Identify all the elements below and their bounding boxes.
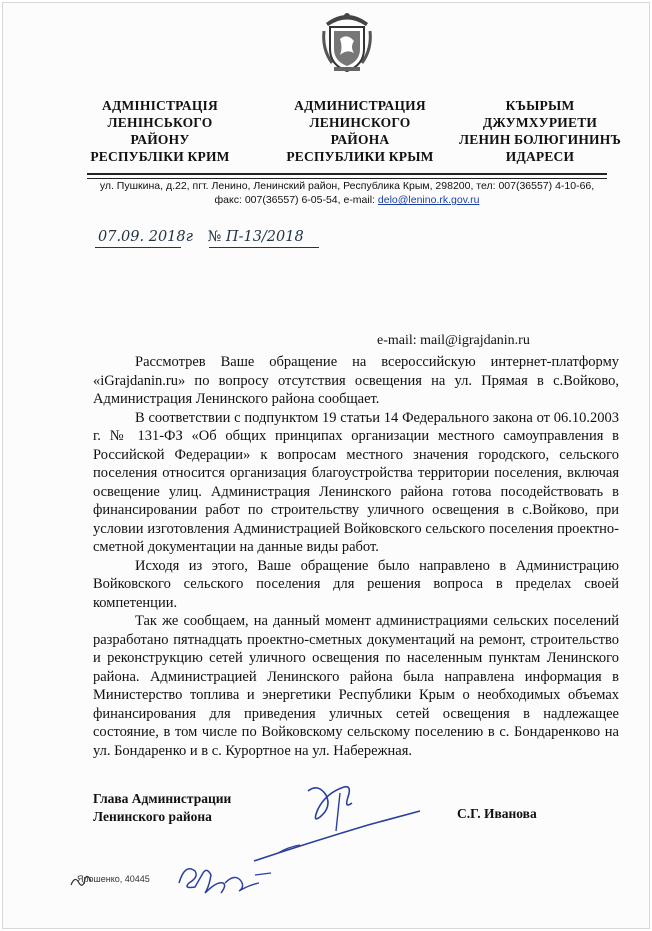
outgoing-number bbox=[98, 229, 304, 245]
address-line-2 bbox=[87, 193, 607, 207]
date-underline bbox=[95, 247, 181, 248]
recipient-email: e-mail: mail@igrajdanin.ru bbox=[377, 333, 530, 348]
crimea-emblem-icon bbox=[320, 9, 374, 73]
outgoing-date: 07.09. 2018г bbox=[98, 229, 193, 245]
address-block bbox=[87, 179, 607, 207]
handwritten-initials-signature bbox=[169, 853, 279, 903]
paragraph: Рассмотрев Ваше обращение на всероссийскую интернет-платформу «iGrajdanin.ru» по вопросу отсутствия освещения на ул. Прямая в с.Войково, Администрация Ленинского района сообщает. bbox=[93, 354, 619, 407]
email-link[interactable]: delo@lenino.rk.gov.ru bbox=[377, 194, 480, 206]
signatory-title-line: Глава Администрации bbox=[93, 791, 232, 806]
number-underline bbox=[209, 247, 319, 248]
header-ukrainian bbox=[65, 97, 255, 165]
header-crh-line: КЪЫРЫМ bbox=[505, 98, 575, 113]
header-divider-thick bbox=[87, 173, 607, 175]
header-ru-line: ЛЕНИНСКОГО bbox=[309, 115, 411, 130]
header-crh-line: ЛЕНИН БОЛЮГИНИНЪ bbox=[459, 132, 621, 147]
header-ru-line: АДМИНИСТРАЦИЯ bbox=[294, 98, 426, 113]
paragraph: В соответствии с подпунктом 19 статьи 14 Федерального закона от 06.10.2003 г. № 131-ФЗ «Об общих принципах организации местного самоуправления в Российской Федерации» к вопросам местного значения городского, сельского поселения относится организация благоустройства территории поселения, включая освещение улиц. Администрация Ленинского района готова посодействовать в финансировании работ по строительству уличного освещения в с.Войково, при условии изготовления Администрацией Войковского сельского поселения проектно-сметной документации на данные виды работ. bbox=[93, 409, 619, 555]
address-line: ул. Пушкина, д.22, пгт. Ленино, Ленинский район, Республика Крым, 298200, тел: 007(36557) 4-10-66, bbox=[99, 180, 595, 192]
header-crh-line: ДЖУМХУРИЕТИ bbox=[482, 115, 598, 130]
outgoing-registration-number: П-13/2018 bbox=[225, 229, 304, 245]
header-ua-line: АДМІНІСТРАЦІЯ bbox=[102, 98, 218, 113]
signatory-title-line: Ленинского района bbox=[93, 809, 212, 824]
header-crimean-tatar bbox=[445, 97, 635, 165]
paragraph: Так же сообщаем, на данный момент администрациями сельских поселений разработано пятнадцать проектно-сметных документаций на ремонт, строительство и реконструкцию сетей уличного освещения по населенным пунктам Ленинского района. Администрацией Ленинского района была направлена информация в Министерство топлива и энергетики Республики Крым о необходимых объемах финансирования для приведения уличных сетей освещения в надлежащее состояние, в том числе по Войковскому сельскому поселению в с. Бондаренково на ул. Бондаренко и в с. Курортное на ул. Набережная. bbox=[93, 613, 619, 759]
executor-note: Ярошенко, 40445 bbox=[77, 874, 150, 884]
header-ua-line: РАЙОНУ bbox=[130, 132, 190, 147]
signatory-name: С.Г. Иванова bbox=[457, 806, 537, 821]
header-ua-line: ЛЕНІНСЬКОГО bbox=[107, 115, 213, 130]
header-ru-line: РЕСПУБЛИКИ КРЫМ bbox=[286, 149, 434, 164]
letter-body bbox=[93, 353, 619, 760]
header-crh-line: ИДАРЕСИ bbox=[505, 149, 575, 164]
number-sign: № bbox=[207, 229, 222, 245]
signatory-title bbox=[93, 790, 231, 826]
paragraph: Исходя из этого, Ваше обращение было направлено в Администрацию Войковского сельского поселения для решения вопроса в пределах своей компетенции. bbox=[93, 557, 619, 611]
letter-page bbox=[2, 2, 650, 929]
fax-text: факс: 007(36557) 6-05-54, e-mail: bbox=[214, 194, 378, 206]
header-ru-line: РАЙОНА bbox=[330, 132, 390, 147]
header-russian bbox=[265, 97, 455, 165]
header-ua-line: РЕСПУБЛІКИ КРИМ bbox=[90, 149, 230, 164]
